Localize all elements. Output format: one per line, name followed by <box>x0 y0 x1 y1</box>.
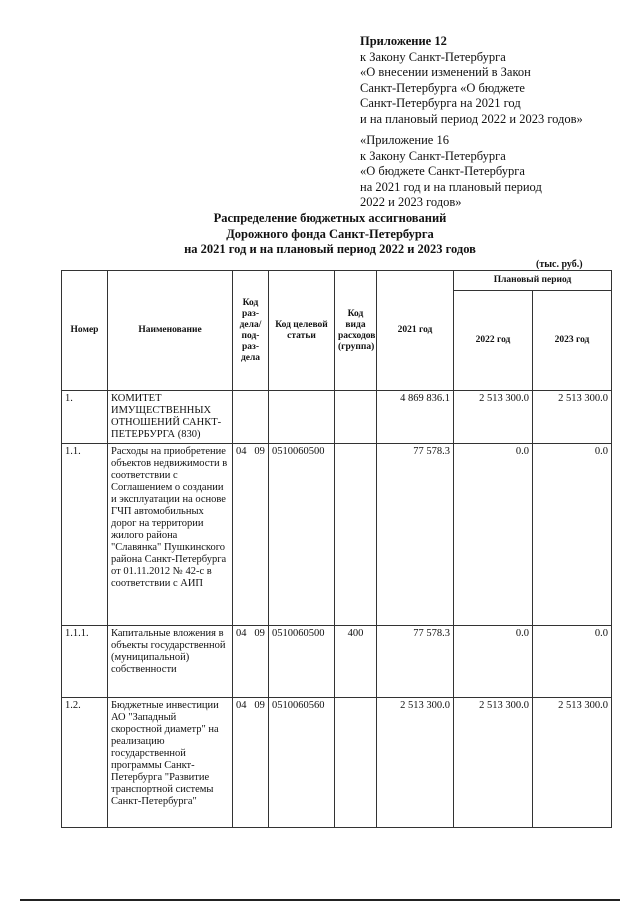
row-kind <box>335 698 377 828</box>
row-number: 1.1. <box>62 444 108 626</box>
row-2021: 77 578.3 <box>377 444 454 626</box>
page-bottom-rule <box>20 899 620 901</box>
title-line: Дорожного фонда Санкт-Петербурга <box>226 226 434 241</box>
row-target: 0510060500 <box>269 444 335 626</box>
annex-line: на 2021 год и на плановый период <box>360 179 542 194</box>
row-2022: 2 513 300.0 <box>454 698 533 828</box>
row-2021: 2 513 300.0 <box>377 698 454 828</box>
row-2021: 77 578.3 <box>377 626 454 698</box>
row-section: 04 <box>236 628 247 639</box>
row-name: КОМИТЕТ ИМУЩЕСТВЕННЫХ ОТНОШЕНИЙ САНКТ-ПЕТЕРБУРГА (830) <box>108 391 233 444</box>
row-2023: 2 513 300.0 <box>533 698 612 828</box>
row-kind: 400 <box>335 626 377 698</box>
row-number: 1.1.1. <box>62 626 108 698</box>
annex-line: 2022 и 2023 годов» <box>360 195 462 209</box>
annex-line: «О внесении изменений в Закон <box>360 65 531 79</box>
header-2023: 2023 год <box>533 291 612 391</box>
header-name: Наименование <box>108 271 233 391</box>
annex-line: и на плановый период 2022 и 2023 годов» <box>360 111 583 126</box>
row-name: Капитальные вложения в объекты государственной (муниципальной) собственности <box>108 626 233 698</box>
row-section: 04 <box>236 700 247 711</box>
header-2021: 2021 год <box>377 271 454 391</box>
row-kind <box>335 391 377 444</box>
row-name: Расходы на приобретение объектов недвижимости в соответствии с Соглашением о создании и эксплуатации на основе ГЧП автомобильных дорог на территории жилого района "Славянка" Пушкинского района Санкт-Петербурга от 01.11.2012 № 42-с в соответствии с АИП <box>108 444 233 626</box>
annex-line: «Приложение 16 <box>360 133 449 147</box>
row-subsection: 09 <box>254 700 265 711</box>
row-2023: 0.0 <box>533 626 612 698</box>
row-2022: 0.0 <box>454 444 533 626</box>
row-kind <box>335 444 377 626</box>
row-section: 04 <box>236 446 247 457</box>
row-number: 1. <box>62 391 108 444</box>
annex-line: Санкт-Петербурга «О бюджете <box>360 80 525 95</box>
header-section: Код раз- дела/ под- раз- дела <box>233 271 269 391</box>
annex-line: к Закону Санкт-Петербурга <box>360 148 506 163</box>
row-target: 0510060500 <box>269 626 335 698</box>
row-2022: 2 513 300.0 <box>454 391 533 444</box>
row-number: 1.2. <box>62 698 108 828</box>
table-row <box>62 391 612 444</box>
row-2023: 0.0 <box>533 444 612 626</box>
annex-title: Приложение 12 <box>360 34 447 48</box>
annex-line: Санкт-Петербурга на 2021 год <box>360 96 521 110</box>
unit-label: (тыс. руб.) <box>536 259 583 270</box>
row-2021: 4 869 836.1 <box>377 391 454 444</box>
row-target: 0510060560 <box>269 698 335 828</box>
header-plan: Плановый период <box>454 271 612 291</box>
row-name: Бюджетные инвестиции АО "Западный скоростной диаметр" на реализацию государственной программы Санкт-Петербурга "Развитие транспортной системы Санкт-Петербурга" <box>108 698 233 828</box>
document-title <box>0 211 640 258</box>
title-line: на 2021 год и на плановый период 2022 и 2023 годов <box>184 242 476 256</box>
row-2022: 0.0 <box>454 626 533 698</box>
annex-line: «О бюджете Санкт-Петербурга <box>360 164 525 178</box>
header-kind: Код вида расходов (группа) <box>335 271 377 391</box>
row-2023: 2 513 300.0 <box>533 391 612 444</box>
header-number: Номер <box>62 271 108 391</box>
row-subsection: 09 <box>254 446 265 457</box>
table-row <box>62 626 612 698</box>
header-target: Код целевой статьи <box>269 271 335 391</box>
table-row <box>62 698 612 828</box>
row-subsection: 09 <box>254 628 265 639</box>
annex-line: к Закону Санкт-Петербурга <box>360 49 506 64</box>
header-2022: 2022 год <box>454 291 533 391</box>
annex-block <box>360 34 620 211</box>
table-row <box>62 444 612 626</box>
title-line: Распределение бюджетных ассигнований <box>213 211 447 225</box>
row-target <box>269 391 335 444</box>
allocation-table <box>61 270 612 828</box>
